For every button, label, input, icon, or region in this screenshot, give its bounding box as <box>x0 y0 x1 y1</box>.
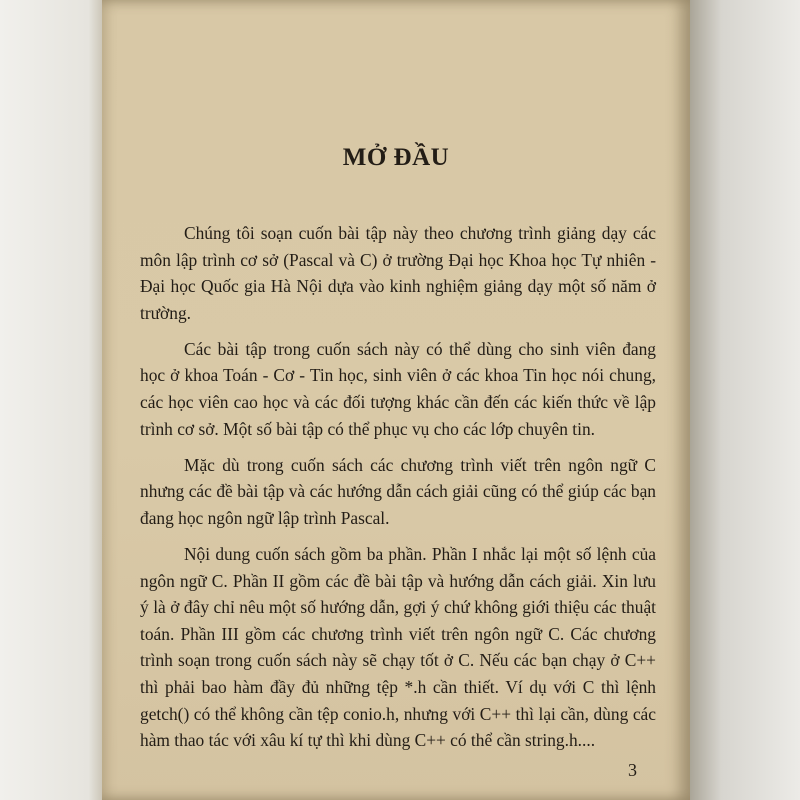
paragraph-3: Mặc dù trong cuốn sách các chương trình viết trên ngôn ngữ C nhưng các đề bài tập và các hướng dẫn cách giải cũng có thể giúp các bạn đang học ngôn ngữ lập trình Pascal. <box>140 454 656 528</box>
page-title: MỞ ĐẦU <box>342 144 450 171</box>
paragraph-2: Các bài tập trong cuốn sách này có thể dùng cho sinh viên đang học ở khoa Toán - Cơ - Tin học, sinh viên ở các khoa Tin học nói chung, các học viên cao học và các đối tượng khác cần đến các kiến thức về lập trình cơ sở. Một số bài tập có thể phục vụ cho các lớp chuyên tin. <box>140 338 656 439</box>
book-page <box>102 0 690 800</box>
page-number: 3 <box>628 760 637 780</box>
body-text <box>140 220 656 763</box>
paragraph-1: Chúng tôi soạn cuốn bài tập này theo chương trình giảng dạy các môn lập trình cơ sở (Pascal và C) ở trường Đại học Khoa học Tự nhiên - Đại học Quốc gia Hà Nội dựa vào kinh nghiệm giảng dạy một số năm ở trường. <box>140 223 656 323</box>
paragraph-4: Nội dung cuốn sách gồm ba phần. Phần I nhắc lại một số lệnh của ngôn ngữ C. Phần II gồm các đề bài tập và hướng dẫn cách giải. Xin lưu ý là ở đây chỉ nêu một số hướng dẫn, gợi ý chứ không giới thiệu các thuật toán. Phần III gồm các chương trình viết trên ngôn ngữ C. Các chương trình soạn trong cuốn sách này sẽ chạy tốt ở C. Nếu các bạn chạy ở C++ thì phải bao hàm đầy đủ những tệp *.h cần thiết. Ví dụ với C thì lệnh getch() có thể không cần tệp conio.h, nhưng với C++ thì lại cần, dùng các hàm thao tác với xâu kí tự thì khi dùng C++ có thể cần string.h.... <box>140 544 656 751</box>
background-surface-right <box>688 0 800 800</box>
background-surface-left <box>0 0 104 800</box>
